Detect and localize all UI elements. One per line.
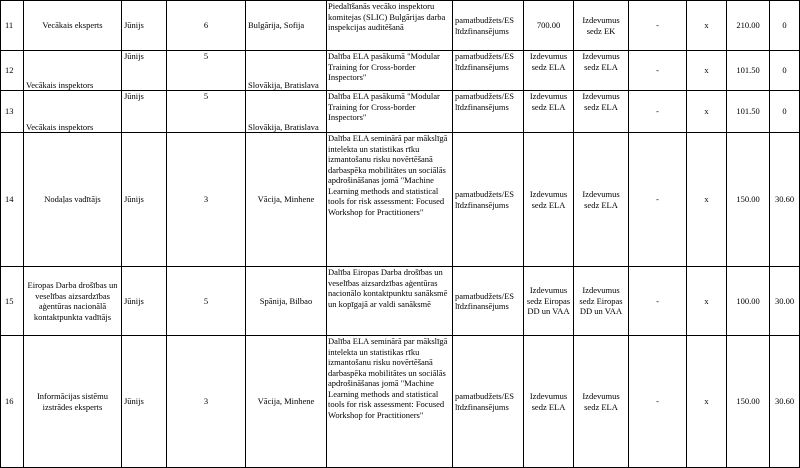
position-cell: Eiropas Darba drošības un veselības aizsardzības aģentūras nacionālā kontaktpunkta vadītājs (24, 267, 122, 336)
purpose-cell: Piedalīšanās vecāko inspektoru komitejas (SLIC) Bulgārijas darba inspekcijas auditēšanā (327, 1, 453, 51)
allowance-cell: 150.00 (727, 336, 770, 468)
purpose-cell: Dalība Eiropas Darba drošības un veselības aizsardzības aģentūras nacionālo kontaktpunktu sanāksmē un kopīgajā ar valdi sanāksmē (327, 267, 453, 336)
cost2-cell: Izdevumus sedz ELA (574, 336, 629, 468)
dash-cell: - (629, 267, 687, 336)
cost1-cell: 700.00 (524, 1, 574, 51)
funding-cell: pamatbudžets/ES līdzfinansējums (453, 267, 524, 336)
x-cell: x (687, 336, 727, 468)
funding-cell: pamatbudžets/ES līdzfinansējums (453, 133, 524, 267)
x-cell: x (687, 1, 727, 51)
row-number: 11 (1, 1, 24, 51)
funding-cell: pamatbudžets/ES līdzfinansējums (453, 336, 524, 468)
cost2-cell: Izdevumus sedz ELA (574, 51, 629, 91)
x-cell: x (687, 91, 727, 133)
x-cell: x (687, 133, 727, 267)
table-row (1, 1, 800, 51)
position-cell: Vecākais inspektors (24, 51, 122, 91)
dash-cell: - (629, 91, 687, 133)
month-cell: Jūnijs (122, 336, 167, 468)
position-cell: Vecākais inspektors (24, 91, 122, 133)
position-cell: Informācijas sistēmu izstrādes eksperts (24, 336, 122, 468)
row-number: 15 (1, 267, 24, 336)
cost2-cell: Izdevumus sedz EK (574, 1, 629, 51)
table-row (1, 133, 800, 267)
purpose-cell: Dalība ELA seminārā par mākslīgā intelekta un statistikas rīku izmantošanu risku novērtēšanā darbaspēka mobilitātes un sociālās apdrošināšanas jomā "Machine Learning methods and statistical tools for risk assessment: Focused Workshop for Practitioners" (327, 133, 453, 267)
place-cell: Spānija, Bilbao (246, 267, 327, 336)
x-cell: x (687, 267, 727, 336)
allowance-cell: 100.00 (727, 267, 770, 336)
dash-cell: - (629, 336, 687, 468)
cost1-cell: Izdevumus sedz ELA (524, 91, 574, 133)
cost1-cell: Izdevumus sedz Eiropas DD un VAA (524, 267, 574, 336)
other-cost-cell: 30.60 (770, 133, 800, 267)
cost1-cell: Izdevumus sedz ELA (524, 133, 574, 267)
table-row (1, 336, 800, 468)
cost2-cell: Izdevumus sedz ELA (574, 133, 629, 267)
row-number: 14 (1, 133, 24, 267)
funding-cell: pamatbudžets/ES līdzfinansējums (453, 1, 524, 51)
allowance-cell: 150.00 (727, 133, 770, 267)
x-cell: x (687, 51, 727, 91)
place-cell: Bulgārija, Sofija (246, 1, 327, 51)
month-cell: Jūnijs (122, 1, 167, 51)
other-cost-cell: 30.60 (770, 336, 800, 468)
purpose-cell: Dalība ELA seminārā par mākslīgā intelekta un statistikas rīku izmantošanu risku novērtēšanā darbaspēka mobilitātes un sociālās apdrošināšanas jomā "Machine Learning methods and statistical tools for risk assessment: Focused Workshop for Practitioners" (327, 336, 453, 468)
days-cell: 3 (167, 133, 246, 267)
table-row (1, 267, 800, 336)
month-cell: Jūnijs (122, 91, 167, 133)
purpose-cell: Dalība ELA pasākumā "Modular Training for Cross-border Inspectors" (327, 91, 453, 133)
days-cell: 5 (167, 51, 246, 91)
place-cell: Slovākija, Bratislava (246, 91, 327, 133)
days-cell: 5 (167, 91, 246, 133)
table-row (1, 91, 800, 133)
position-cell: Vecākais eksperts (24, 1, 122, 51)
days-cell: 3 (167, 336, 246, 468)
other-cost-cell: 0 (770, 91, 800, 133)
funding-cell: pamatbudžets/ES līdzfinansējums (453, 51, 524, 91)
funding-cell: pamatbudžets/ES līdzfinansējums (453, 91, 524, 133)
dash-cell: - (629, 133, 687, 267)
allowance-cell: 210.00 (727, 1, 770, 51)
cost2-cell: Izdevumus sedz ELA (574, 91, 629, 133)
place-cell: Vācija, Minhene (246, 336, 327, 468)
other-cost-cell: 0 (770, 1, 800, 51)
allowance-cell: 101.50 (727, 91, 770, 133)
place-cell: Slovākija, Bratislava (246, 51, 327, 91)
days-cell: 6 (167, 1, 246, 51)
month-cell: Jūnijs (122, 133, 167, 267)
cost1-cell: Izdevumus sedz ELA (524, 51, 574, 91)
row-number: 13 (1, 91, 24, 133)
days-cell: 5 (167, 267, 246, 336)
other-cost-cell: 0 (770, 51, 800, 91)
cost1-cell: Izdevumus sedz ELA (524, 336, 574, 468)
dash-cell: - (629, 51, 687, 91)
row-number: 16 (1, 336, 24, 468)
table-body (1, 1, 800, 468)
row-number: 12 (1, 51, 24, 91)
purpose-cell: Dalība ELA pasākumā "Modular Training for Cross-border Inspectors" (327, 51, 453, 91)
cost2-cell: Izdevumus sedz Eiropas DD un VAA (574, 267, 629, 336)
position-cell: Nodaļas vadītājs (24, 133, 122, 267)
other-cost-cell: 30.00 (770, 267, 800, 336)
allowance-cell: 101.50 (727, 51, 770, 91)
month-cell: Jūnijs (122, 51, 167, 91)
dash-cell: - (629, 1, 687, 51)
place-cell: Vācija, Minhene (246, 133, 327, 267)
table-row (1, 51, 800, 91)
month-cell: Jūnijs (122, 267, 167, 336)
